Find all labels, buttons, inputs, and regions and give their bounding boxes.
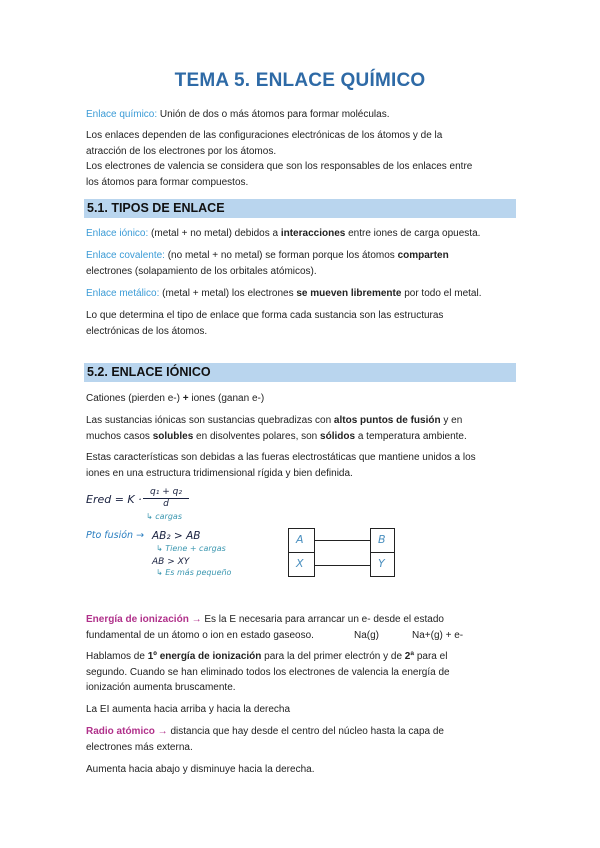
diagram-connector-top [315, 540, 370, 541]
equation-right: Na+(g) + e- [412, 629, 464, 641]
handwritten-pequeno-note: ↳ Es más pequeño [156, 568, 232, 577]
radio-trend: Aumenta hacia abajo y disminuye hacia la derecha. [86, 764, 315, 775]
ei-trend: La EI aumenta hacia arriba y hacia la derecha [86, 704, 291, 715]
cationes-line: Cationes (pierden e-) + iones (ganan e-) [86, 393, 265, 404]
hablamos-paragraph: Hablamos de 1º energía de ionización para la del primer electrón y de 2ª para el segundo. Cuando se han eliminado todos los electrones de valencia la energía de ionización aumenta bruscamente. [86, 651, 450, 693]
diagram-cell-x: X [296, 557, 304, 570]
determina-paragraph: Lo que determina el tipo de enlace que forma cada sustancia son las estructuras electrónicas de los átomos. [86, 310, 444, 337]
intro-paragraph: Los enlaces dependen de las configuraciones electrónicas de los átomos y de la atracción de los electrones por los átomos. Los electrones de valencia se considera que son los responsables de los enlaces entre los átomos para formar compuestos. [86, 130, 473, 188]
radio-paragraph: Radio atómico → distancia que hay desde el centro del núcleo hasta la capa de electrones más externa. [86, 726, 444, 753]
handwritten-cargas-note: ↳ cargas [146, 512, 182, 521]
handwritten-fraction: q₁ + q₂ d [143, 487, 189, 510]
handwritten-ered: Ered = K · [86, 493, 142, 506]
section-heading-ionico: 5.2. ENLACE IÓNICO [84, 363, 516, 382]
diagram-connector-bottom [315, 565, 370, 566]
diagram-cell-y: Y [378, 557, 385, 570]
diagram-right-divider [370, 552, 395, 553]
diagram-cell-a: A [296, 533, 304, 546]
caracteristicas-paragraph: Estas características son debidas a las fueras electrostáticas que mantiene unidos a los iones en una estructura tridimensional rígida y bien definida. [86, 452, 476, 479]
enlace-covalente-item: Enlace covalente: (no metal + no metal) se forman porque los átomos comparten electrones (solapamiento de los orbitales atómicos). [86, 250, 449, 277]
equation-left: Na(g) [354, 629, 380, 641]
handwritten-abxy: AB > XY [152, 557, 190, 567]
intro-definition: Enlace químico: Unión de dos o más átomos para formar moléculas. [86, 109, 390, 120]
enlace-ionico-item: Enlace iónico: (metal + no metal) debidos a interacciones entre iones de carga opuesta. [86, 228, 481, 239]
enlace-metalico-item: Enlace metálico: (metal + metal) los electrones se mueven libremente por todo el metal. [86, 288, 482, 299]
handwritten-tiene-note: ↳ Tiene + cargas [156, 544, 226, 553]
diagram-left-divider [288, 552, 315, 553]
sustancias-paragraph: Las sustancias iónicas son sustancias quebradizas con altos puntos de fusión y en muchos casos solubles en disolventes polares, son sólidos a temperatura ambiente. [86, 415, 467, 442]
term-enlace-quimico: Enlace químico: [86, 109, 158, 120]
ionizacion-paragraph: Energía de ionización → Es la E necesaria para arrancar un e- desde el estado fundamental de un átomo o ion en estado gaseoso. Na(g) Na+(g) + e- [86, 612, 526, 643]
page-title: TEMA 5. ENLACE QUÍMICO [174, 70, 426, 91]
diagram-cell-b: B [378, 533, 386, 546]
handwritten-pto-fusion: Pto fusión → [86, 530, 145, 541]
section-heading-tipos: 5.1. TIPOS DE ENLACE [84, 199, 516, 218]
handwritten-ab2: AB₂ > AB [152, 530, 201, 542]
